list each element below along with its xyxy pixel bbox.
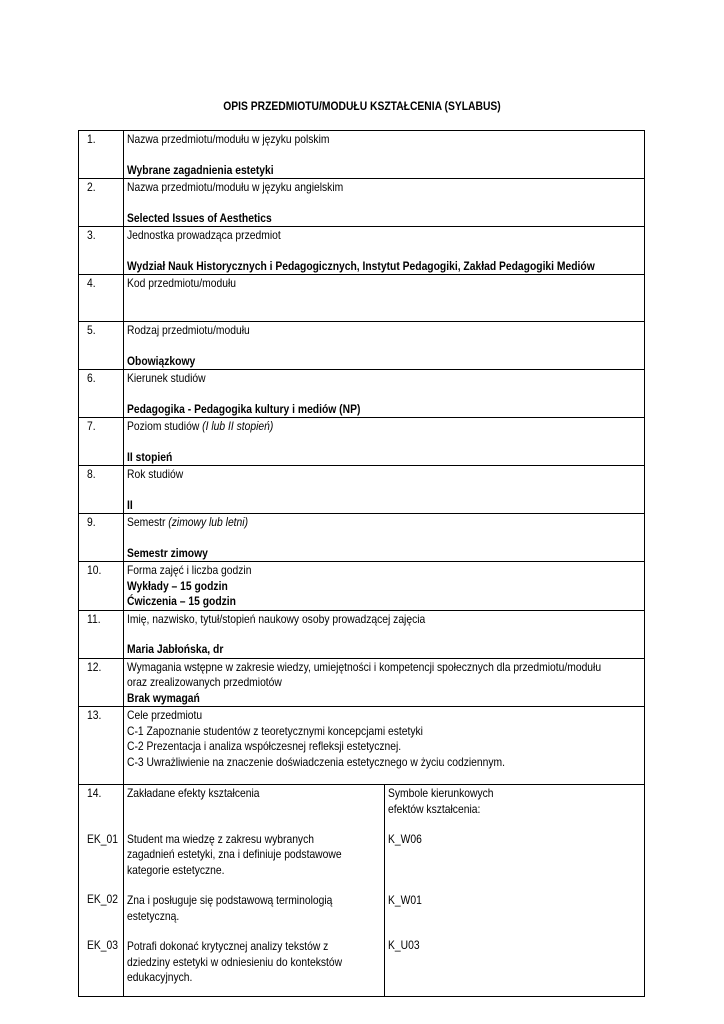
row-content [124, 514, 645, 562]
table-row [79, 370, 645, 418]
row-value: Brak wymagań [127, 690, 200, 705]
table-row [79, 275, 645, 322]
row-value: Wykłady – 15 godzin [127, 578, 228, 593]
row-value: II stopień [127, 449, 173, 464]
table-row [79, 514, 645, 562]
outcomes-header: Zakładane efekty kształcenia [127, 786, 260, 800]
row-label: Rodzaj przedmiotu/modułu [127, 323, 250, 337]
table-row [79, 322, 645, 370]
row-content [124, 322, 645, 370]
row-number: 6. [79, 370, 124, 418]
table-row [79, 466, 645, 514]
outcomes-descriptions [124, 785, 385, 997]
row-content [124, 707, 645, 785]
table-row [79, 227, 645, 275]
row-value: Semestr zimowy [127, 545, 208, 560]
goal-item: C-2 Prezentacja i analiza współczesnej refleksji estetycznej. [127, 739, 402, 753]
row-value: Pedagogika - Pedagogika kultury i mediów (NP) [127, 401, 361, 416]
row-label: Wymagania wstępne w zakresie wiedzy, umiejętności i kompetencji społecznych dla przedmiotu/modułu [127, 659, 602, 674]
outcomes-symbols [385, 785, 645, 997]
row-number: 8. [79, 466, 124, 514]
row-label: oraz zrealizowanych przedmiotów [127, 675, 282, 689]
row-label: Semestr (zimowy lub letni) [127, 515, 249, 529]
page-title: OPIS PRZEDMIOTU/MODUŁU KSZTAŁCENIA (SYLABUS) [223, 99, 501, 113]
row-number: 13. [79, 707, 124, 785]
outcome-text: Potrafi dokonać krytycznej analizy tekstów z [127, 939, 329, 953]
row-content [124, 466, 645, 514]
row-content [124, 227, 645, 275]
row-content [124, 658, 645, 707]
row-number: 14. [87, 786, 102, 800]
outcome-text: estetyczną. [127, 908, 180, 923]
table-row [79, 179, 645, 227]
outcome-text: kategorie estetyczne. [127, 862, 225, 877]
outcome-text: edukacyjnych. [127, 970, 193, 984]
outcome-symbol: K_U03 [388, 938, 420, 952]
row-number: 12. [79, 658, 124, 707]
table-row [79, 658, 645, 707]
row-number: 7. [79, 418, 124, 466]
row-number: 9. [79, 514, 124, 562]
row-label: Rok studiów [127, 467, 184, 481]
outcome-text: dziedziny estetyki w odniesieniu do kontekstów [127, 954, 343, 969]
outcome-text: Zna i posługuje się podstawową terminologią [127, 893, 333, 907]
row-value: Obowiązkowy [127, 353, 196, 368]
row-label: Forma zajęć i liczba godzin [127, 563, 252, 577]
row-number: 4. [79, 275, 124, 322]
row-label-note: (zimowy lub letni) [168, 515, 249, 529]
goal-item: C-3 Uwrażliwienie na znaczenie doświadczenia estetycznego w życiu codziennym. [127, 754, 506, 769]
symbols-header: Symbole kierunkowych [388, 786, 494, 800]
outcomes-codes [79, 785, 124, 997]
symbols-header: efektów kształcenia: [388, 801, 481, 816]
row-content [124, 418, 645, 466]
outcome-text: zagadnień estetyki, zna i definiuje podstawowe [127, 847, 342, 861]
row-label: Poziom studiów (I lub II stopień) [127, 419, 274, 433]
row-label: Nazwa przedmiotu/modułu w języku angielskim [127, 180, 344, 194]
syllabus-table [78, 130, 645, 997]
row-value: II [127, 497, 133, 512]
row-label-note: (I lub II stopień) [202, 419, 274, 433]
row-value: Maria Jabłońska, dr [127, 642, 224, 656]
row-number: 1. [79, 131, 124, 179]
table-row [79, 707, 645, 785]
table-row [79, 418, 645, 466]
row-value: Selected Issues of Aesthetics [127, 210, 272, 225]
row-number: 10. [79, 562, 124, 611]
row-label: Kierunek studiów [127, 371, 206, 385]
row-value: Ćwiczenia – 15 godzin [127, 594, 236, 608]
row-content [124, 131, 645, 179]
row-content [124, 610, 645, 658]
outcome-code: EK_02 [87, 892, 118, 906]
outcomes-row [79, 785, 645, 997]
outcome-symbol: K_W06 [388, 832, 422, 846]
table-row [79, 562, 645, 611]
table-row [79, 131, 645, 179]
row-number: 2. [79, 179, 124, 227]
goal-item: C-1 Zapoznanie studentów z teoretycznymi koncepcjami estetyki [127, 723, 423, 738]
outcome-text: Student ma wiedzę z zakresu wybranych [127, 831, 314, 846]
row-number: 3. [79, 227, 124, 275]
table-row [79, 610, 645, 658]
outcome-code: EK_01 [87, 831, 118, 846]
row-label: Kod przedmiotu/modułu [127, 276, 237, 290]
row-value: Wydział Nauk Historycznych i Pedagogicznych, Instytut Pedagogiki, Zakład Pedagogiki Mediów [127, 258, 595, 273]
row-label: Jednostka prowadząca przedmiot [127, 228, 281, 242]
row-label: Cele przedmiotu [127, 708, 203, 722]
outcome-code: EK_03 [87, 937, 118, 952]
row-content [124, 562, 645, 611]
row-value: Wybrane zagadnienia estetyki [127, 162, 274, 177]
row-number: 5. [79, 322, 124, 370]
outcome-symbol: K_W01 [388, 892, 422, 907]
row-number: 11. [79, 610, 124, 658]
row-label: Imię, nazwisko, tytuł/stopień naukowy osoby prowadzącej zajęcia [127, 611, 426, 626]
row-content [124, 370, 645, 418]
row-label: Nazwa przedmiotu/modułu w języku polskim [127, 132, 330, 146]
row-content [124, 275, 645, 322]
row-content [124, 179, 645, 227]
